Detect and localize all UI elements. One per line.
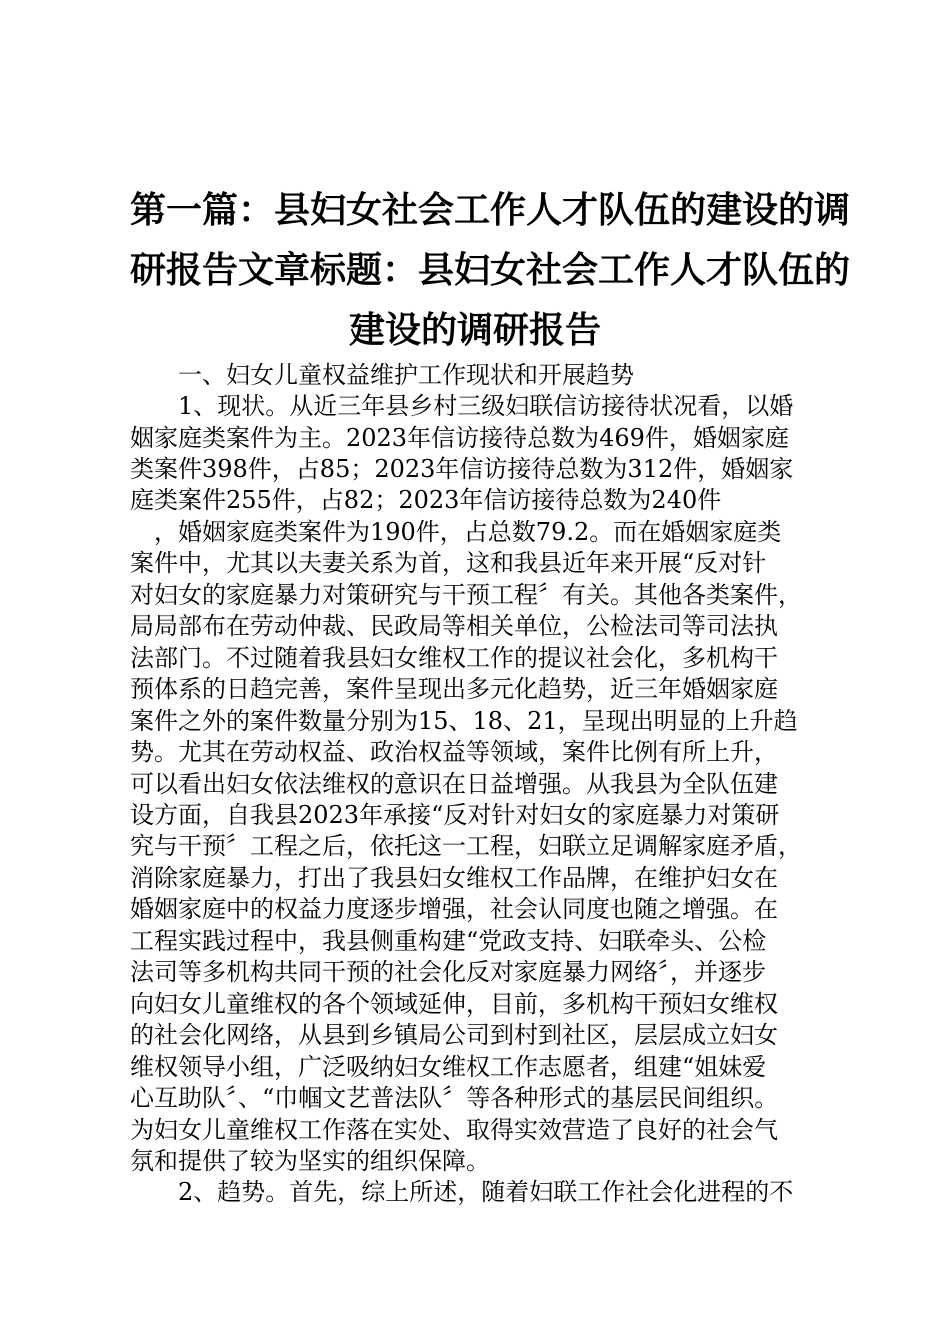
body-line: 姻家庭类案件为主。2023年信访接待总数为469件，婚姻家庭 — [130, 424, 789, 452]
body-line: 局局部布在劳动仲裁、民政局等相关单位，公检法司等司法执 — [130, 612, 778, 640]
body-line: 为妇女儿童维权工作落在实处、取得实效营造了良好的社会气 — [130, 1116, 778, 1144]
body-line: 法部门。不过随着我县妇女维权工作的提议社会化，多机构干 — [130, 644, 778, 672]
section-heading: 一、妇女儿童权益维护工作现状和开展趋势 — [130, 361, 634, 389]
body-line: 心互助队〞、“巾帼文艺普法队〞等各种形式的基层民间组织。 — [130, 1084, 779, 1112]
body-line: 究与干预〞工程之后，依托这一工程，妇联立足调解家庭矛盾， — [130, 832, 802, 860]
body-line: 2、趋势。首先，综上所述，随着妇联工作社会化进程的不 — [130, 1178, 794, 1206]
body-line: 对妇女的家庭暴力对策研究与干预工程〞有关。其他各类案件， — [130, 581, 802, 609]
body-line: 向妇女儿童维权的各个领域延伸，目前，多机构干预妇女维权 — [130, 990, 778, 1018]
body-line: 设方面，自我县2023年承接“反对针对妇女的家庭暴力对策研 — [130, 801, 780, 829]
body-line: 势。尤其在劳动权益、政治权益等领域，案件比例有所上升， — [130, 738, 778, 766]
body-line: 的社会化网络，从县到乡镇局公司到村到社区，层层成立妇女 — [130, 1021, 778, 1049]
body-line: 庭类案件255件，占82；2023年信访接待总数为240件 — [130, 486, 722, 514]
body-line: 工程实践过程中，我县侧重构建“党政支持、妇联牵头、公检 — [130, 927, 767, 955]
body-line: 类案件398件，占85；2023年信访接待总数为312件，婚姻家 — [130, 455, 794, 483]
body-line: 可以看出妇女依法维权的意识在日益增强。从我县为全队伍建 — [130, 770, 778, 798]
body-line: 案件中，尤其以夫妻关系为首，这和我县近年来开展“反对针 — [130, 549, 767, 577]
body-line: 1、现状。从近三年县乡村三级妇联信访接待状况看，以婚 — [130, 392, 794, 420]
document-title-line-2: 研报告文章标题：县妇女社会工作人才队伍的 — [130, 249, 851, 291]
body-line: 预体系的日趋完善，案件呈现出多元化趋势，近三年婚姻家庭 — [130, 675, 778, 703]
document-title-line-3: 建设的调研报告 — [348, 309, 601, 351]
body-line: 消除家庭暴力，打出了我县妇女维权工作品牌，在维护妇女在 — [130, 864, 778, 892]
body-line: 维权领导小组，广泛吸纳妇女维权工作志愿者，组建“姐妹爱 — [130, 1053, 767, 1081]
body-line: 婚姻家庭中的权益力度逐步增强，社会认同度也随之增强。在 — [130, 895, 778, 923]
body-line: 案件之外的案件数量分别为15、18、21，呈现出明显的上升趋 — [130, 707, 798, 735]
body-line: 法司等多机构共同干预的社会化反对家庭暴力网络〞，并逐步 — [130, 958, 766, 986]
body-line: ，婚姻家庭类案件为190件，占总数79.2。而在婚姻家庭类 — [130, 518, 782, 546]
document-title-line-1: 第一篇：县妇女社会工作人才队伍的建设的调 — [130, 189, 851, 231]
body-line: 氛和提供了较为坚实的组织保障。 — [130, 1147, 490, 1175]
